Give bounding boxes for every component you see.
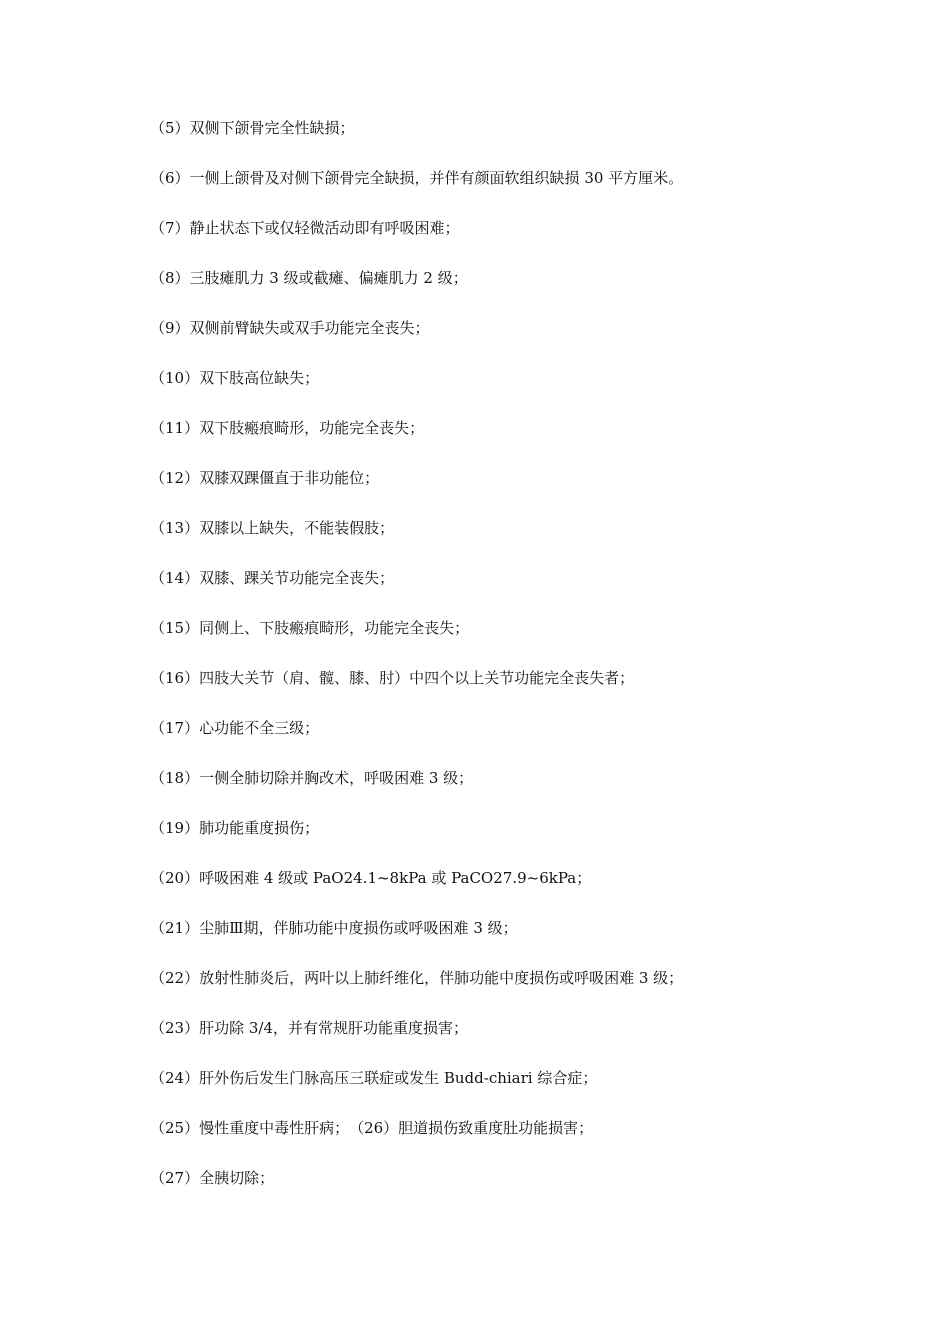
list-item: （19）肺功能重度损伤；	[150, 819, 320, 837]
list-item: （27）全胰切除；	[150, 1169, 275, 1187]
list-item: （25）慢性重度中毒性肝病； （26）胆道损伤致重度肚功能损害；	[150, 1119, 594, 1137]
document-body	[150, 116, 870, 1216]
list-item: （22）放射性肺炎后，两叶以上肺纤维化，伴肺功能中度损伤或呼吸困难 3 级；	[150, 969, 684, 987]
list-item: （11）双下肢瘢痕畸形，功能完全丧失；	[150, 419, 425, 437]
list-item: （12）双膝双踝僵直于非功能位；	[150, 469, 380, 487]
list-item: （24）肝外伤后发生门脉高压三联症或发生 Budd-chiari 综合症；	[150, 1069, 598, 1087]
list-item: （9）双侧前臂缺失或双手功能完全丧失；	[150, 319, 430, 337]
list-item: （14）双膝、踝关节功能完全丧失；	[150, 569, 395, 587]
list-item: （20）呼吸困难 4 级或 PaO24.1~8kPa 或 PaCO27.9~6kPa；	[150, 869, 592, 887]
list-item: （17）心功能不全三级；	[150, 719, 320, 737]
list-item: （16）四肢大关节（肩、髋、膝、肘）中四个以上关节功能完全丧失者；	[150, 669, 635, 687]
list-item: （6）一侧上颌骨及对侧下颌骨完全缺损，并伴有颜面软组织缺损 30 平方厘米。	[150, 169, 684, 187]
list-item: （15）同侧上、下肢瘢痕畸形，功能完全丧失；	[150, 619, 470, 637]
list-item: （18）一侧全肺切除并胸改术，呼吸困难 3 级；	[150, 769, 474, 787]
list-item: （10）双下肢高位缺失；	[150, 369, 320, 387]
list-item: （7）静止状态下或仅轻微活动即有呼吸困难；	[150, 219, 460, 237]
list-item: （8）三肢瘫肌力 3 级或截瘫、偏瘫肌力 2 级；	[150, 269, 468, 287]
list-item: （13）双膝以上缺失，不能装假肢；	[150, 519, 395, 537]
list-item: （5）双侧下颌骨完全性缺损；	[150, 119, 355, 137]
list-item: （23）肝功除 3/4，并有常规肝功能重度损害；	[150, 1019, 468, 1037]
list-item: （21）尘肺Ⅲ期，伴肺功能中度损伤或呼吸困难 3 级；	[150, 919, 518, 937]
